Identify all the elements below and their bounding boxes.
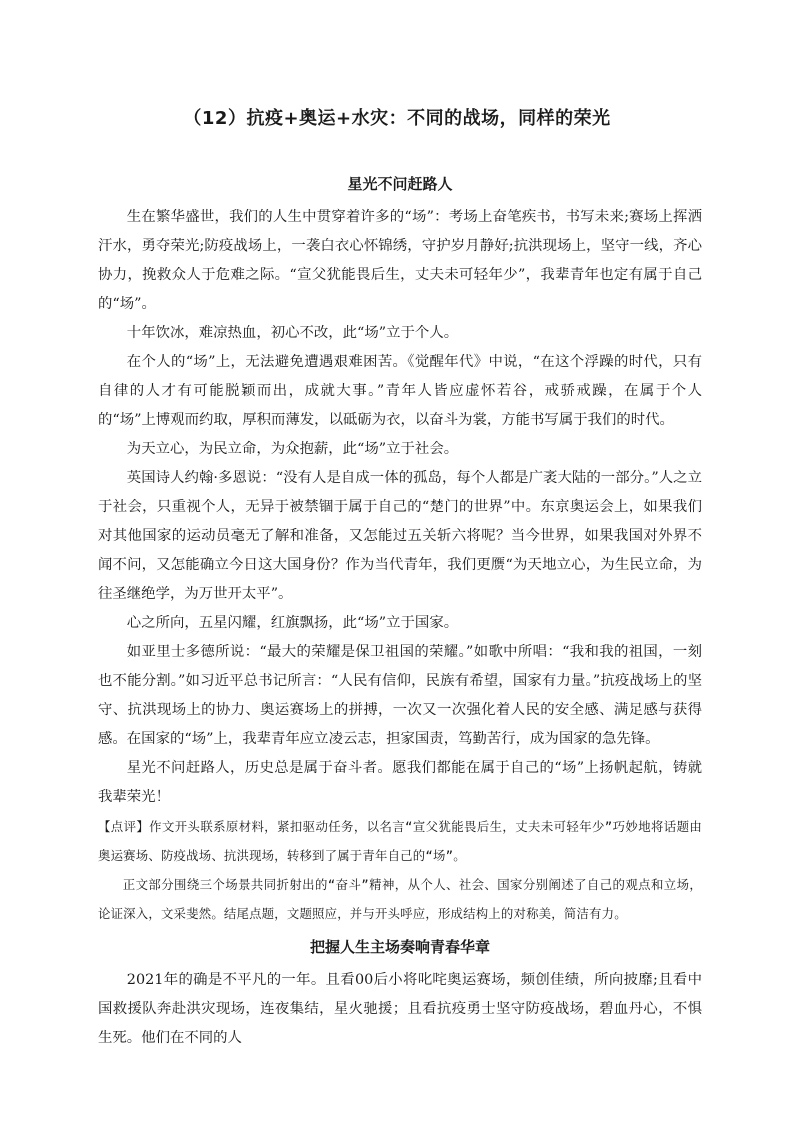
document-title: （12）抗疫+奥运+水灾：不同的战场，同样的荣光 — [183, 108, 611, 129]
essay-1-paragraph: 十年饮冰，难凉热血，初心不改，此“场”立于个人。 — [126, 325, 459, 341]
essay-1-paragraph: 如亚里士多德所说：“最大的荣耀是保卫祖国的荣耀。”如歌中所唱：“我和我的祖国，一刻也不能分割。”如习近平总书记所言：“人民有信仰，民族有希望，国家有力量。”抗疫战场上的坚守、抗洪现场上的协力、奥运赛场上的拼搏，一次又一次强化着人民的安全感、满足感与获得感。在国家的“场”上，我辈青年应立凌云志，担家国责，笃勤苦行，成为国家的急先锋。 — [98, 644, 702, 747]
essay-1-paragraph: 在个人的“场”上，无法避免遭遇艰难困苦。《觉醒年代》中说，“在这个浮躁的时代，只有自律的人才有可能脱颖而出，成就大事。”青年人皆应虚怀若谷，戒骄戒躁，在属于个人的“场”上博观而约取，厚积而薄发，以砥砺为衣，以奋斗为裳，方能书写属于我们的时代。 — [98, 354, 702, 428]
essay-2 — [98, 936, 702, 1053]
essay-1-paragraph: 为天立心，为民立命，为众抱薪，此“场”立于社会。 — [126, 441, 459, 457]
essay-1-title: 星光不问赶路人 — [347, 175, 453, 193]
essay-1-paragraph: 英国诗人约翰·多恩说：“没有人是自成一体的孤岛，每个人都是广袤大陆的一部分。”人之立于社会，只重视个人，无异于被禁锢于属于自己的“楚门的世界”中。东京奥运会上，如果我们对其他国家的运动员毫无了解和准备，又怎能过五关斩六将呢？当今世界，如果我国对外界不闻不问，又怎能确立今日这大国身份？作为当代青年，我们更赝“为天地立心，为生民立命，为往圣继绝学，为万世开太平”。 — [98, 470, 702, 602]
essay-1-paragraph: 生在繁华盛世，我们的人生中贯穿着许多的“场”：考场上奋笔疾书，书写未来;赛场上挥洒汗水，勇夺荣光;防疫战场上，一袭白衣心怀锦绣，守护岁月静好;抗洪现场上，坚守一线，齐心协力，挽救众人于危难之际。“宣父犹能畏后生，丈夫未可轻年少”，我辈青年也定有属于自己的“场”。 — [98, 209, 702, 312]
essay-1 — [98, 173, 702, 928]
essay-1-paragraph: 星光不问赶路人，历史总是属于奋斗者。愿我们都能在属于自己的“场”上扬帆起航，铸就我辈荣光！ — [98, 760, 702, 805]
essay-2-title: 把握人生主场奏响青春华章 — [309, 938, 490, 956]
essay-1-comment: 正文部分围绕三个场景共同折射出的“奋斗”精神，从个人、社会、国家分别阐述了自己的观点和立场，论证深入，文采斐然。结尾点题，文题照应，并与开头呼应，形成结构上的对称美，简洁有力。 — [98, 877, 702, 921]
essay-1-comment: 【点评】作文开头联系原材料，紧扣驱动任务，以名言“宣父犹能畏后生，丈夫未可轻年少”巧妙地将话题由奥运赛场、防疫战场、抗洪现场，转移到了属于青年自己的“场”。 — [98, 819, 702, 863]
essay-2-paragraph: 2021年的确是不平凡的一年。且看00后小将叱咤奥运赛场，频创佳绩，所向披靡;且看中国救援队奔赴洪灾现场，连夜集结，星火驰援；且看抗疫勇士坚守防疫战场，碧血丹心，不惧生死。他们在不同的人 — [98, 972, 702, 1046]
essay-1-paragraph: 心之所向，五星闪耀，红旗飘扬，此“场”立于国家。 — [126, 615, 459, 631]
